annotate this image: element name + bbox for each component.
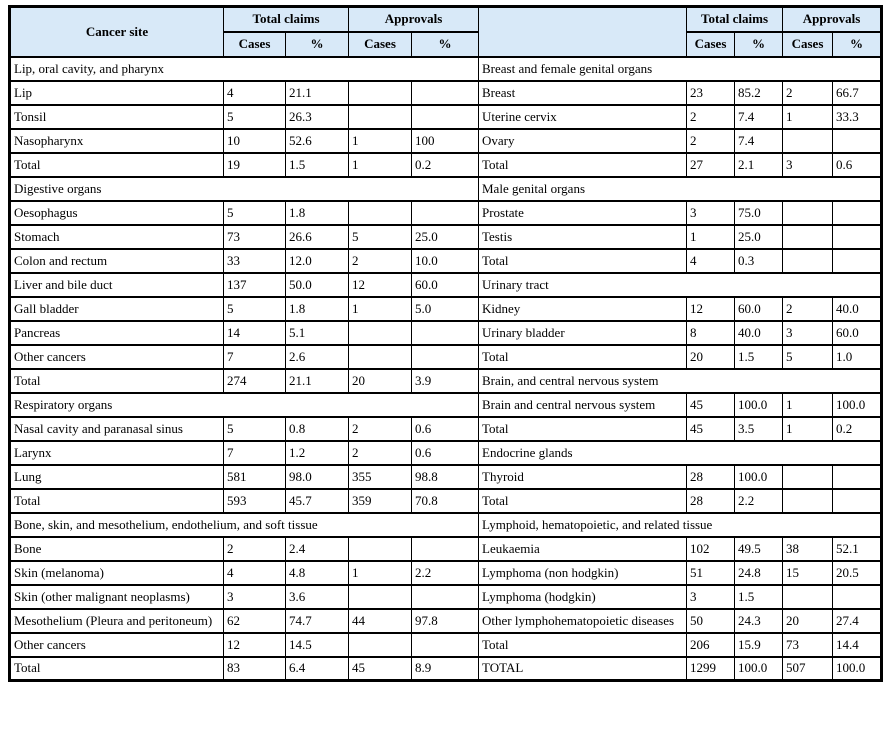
total-claims-pct-cell: 21.1: [286, 81, 349, 105]
approvals-pct-cell: 0.6: [412, 417, 479, 441]
approvals-pct-cell: 97.8: [412, 609, 479, 633]
total-claims-cases-cell: 28: [687, 465, 735, 489]
approvals-cases-cell: 359: [349, 489, 412, 513]
table-row: [10, 417, 882, 441]
row-label-cell: Colon and rectum: [10, 249, 224, 273]
section-header-cell: Lip, oral cavity, and pharynx: [10, 57, 479, 81]
table-row: [10, 609, 882, 633]
total-claims-cases-cell: 62: [224, 609, 286, 633]
total-claims-cases-cell: 14: [224, 321, 286, 345]
table-row: [10, 657, 882, 681]
row-label-cell: Nasal cavity and paranasal sinus: [10, 417, 224, 441]
row-label-cell: Total: [479, 417, 687, 441]
row-label-cell: Total: [479, 153, 687, 177]
approvals-cases-cell: [783, 129, 833, 153]
row-label-cell: Thyroid: [479, 465, 687, 489]
approvals-cases-cell: [349, 105, 412, 129]
total-claims-cases-cell: 581: [224, 465, 286, 489]
total-claims-pct-cell: 2.6: [286, 345, 349, 369]
row-label-cell: Urinary bladder: [479, 321, 687, 345]
total-claims-pct-cell: 98.0: [286, 465, 349, 489]
total-claims-pct-cell: 21.1: [286, 369, 349, 393]
approvals-cases-cell: [783, 585, 833, 609]
total-claims-pct-cell: 2.4: [286, 537, 349, 561]
total-claims-cases-cell: 45: [687, 393, 735, 417]
total-claims-pct-cell: 50.0: [286, 273, 349, 297]
approvals-pct-cell: [412, 633, 479, 657]
table-row: [10, 633, 882, 657]
approvals-cases-cell: [349, 345, 412, 369]
row-label-cell: Total: [479, 633, 687, 657]
table-row: [10, 297, 882, 321]
approvals-cases-cell: 38: [783, 537, 833, 561]
approvals-pct-cell: [833, 249, 882, 273]
total-claims-cases-cell: 4: [687, 249, 735, 273]
header-total-claims-left: Total claims: [224, 7, 349, 32]
approvals-pct-cell: 27.4: [833, 609, 882, 633]
approvals-pct-cell: [833, 129, 882, 153]
total-claims-pct-cell: 75.0: [735, 201, 783, 225]
approvals-cases-cell: [783, 249, 833, 273]
table-row: [10, 321, 882, 345]
total-claims-pct-cell: 100.0: [735, 393, 783, 417]
total-claims-pct-cell: 45.7: [286, 489, 349, 513]
total-claims-cases-cell: 23: [687, 81, 735, 105]
table-row: [10, 225, 882, 249]
table-body: [10, 57, 882, 681]
total-claims-pct-cell: 6.4: [286, 657, 349, 681]
approvals-pct-cell: 8.9: [412, 657, 479, 681]
approvals-cases-cell: 1: [783, 393, 833, 417]
total-claims-cases-cell: 593: [224, 489, 286, 513]
approvals-pct-cell: 66.7: [833, 81, 882, 105]
approvals-cases-cell: 1: [349, 561, 412, 585]
total-claims-cases-cell: 2: [687, 105, 735, 129]
approvals-cases-cell: 20: [783, 609, 833, 633]
row-label-cell: Bone: [10, 537, 224, 561]
table-row: [10, 537, 882, 561]
approvals-pct-cell: [833, 489, 882, 513]
approvals-cases-cell: 73: [783, 633, 833, 657]
row-label-cell: TOTAL: [479, 657, 687, 681]
table-row: [10, 273, 882, 297]
row-label-cell: Brain and central nervous system: [479, 393, 687, 417]
row-label-cell: Other cancers: [10, 633, 224, 657]
approvals-cases-cell: 507: [783, 657, 833, 681]
section-header-cell: Bone, skin, and mesothelium, endothelium, and soft tissue: [10, 513, 479, 537]
approvals-pct-cell: 1.0: [833, 345, 882, 369]
total-claims-cases-cell: 4: [224, 561, 286, 585]
table-row: [10, 177, 882, 201]
total-claims-pct-cell: 14.5: [286, 633, 349, 657]
total-claims-cases-cell: 102: [687, 537, 735, 561]
approvals-pct-cell: [412, 321, 479, 345]
section-header-cell: Male genital organs: [479, 177, 882, 201]
section-header-cell: Urinary tract: [479, 273, 882, 297]
row-label-cell: Breast: [479, 81, 687, 105]
row-label-cell: Mesothelium (Pleura and peritoneum): [10, 609, 224, 633]
approvals-cases-cell: 1: [349, 153, 412, 177]
table-row: [10, 345, 882, 369]
table-header: [10, 7, 882, 57]
approvals-pct-cell: 0.6: [412, 441, 479, 465]
header-cases-right-claims: Cases: [687, 32, 735, 57]
total-claims-cases-cell: 27: [687, 153, 735, 177]
approvals-cases-cell: [349, 585, 412, 609]
total-claims-cases-cell: 73: [224, 225, 286, 249]
header-cases-right-approvals: Cases: [783, 32, 833, 57]
approvals-cases-cell: [783, 489, 833, 513]
row-label-cell: Gall bladder: [10, 297, 224, 321]
table-row: [10, 81, 882, 105]
approvals-pct-cell: 14.4: [833, 633, 882, 657]
total-claims-pct-cell: 25.0: [735, 225, 783, 249]
total-claims-pct-cell: 100.0: [735, 465, 783, 489]
approvals-cases-cell: 2: [783, 297, 833, 321]
total-claims-pct-cell: 24.8: [735, 561, 783, 585]
header-approvals-left: Approvals: [349, 7, 479, 32]
approvals-cases-cell: 1: [783, 417, 833, 441]
approvals-pct-cell: 40.0: [833, 297, 882, 321]
approvals-cases-cell: 1: [783, 105, 833, 129]
approvals-pct-cell: 10.0: [412, 249, 479, 273]
row-label-cell: Skin (melanoma): [10, 561, 224, 585]
row-label-cell: Lymphoma (hodgkin): [479, 585, 687, 609]
row-label-cell: Other lymphohematopoietic diseases: [479, 609, 687, 633]
approvals-pct-cell: 60.0: [833, 321, 882, 345]
total-claims-cases-cell: 4: [224, 81, 286, 105]
header-approvals-right: Approvals: [783, 7, 882, 32]
table-row: [10, 369, 882, 393]
total-claims-cases-cell: 33: [224, 249, 286, 273]
approvals-cases-cell: 5: [349, 225, 412, 249]
total-claims-pct-cell: 1.8: [286, 297, 349, 321]
approvals-cases-cell: 15: [783, 561, 833, 585]
approvals-pct-cell: [412, 81, 479, 105]
total-claims-cases-cell: 5: [224, 201, 286, 225]
total-claims-pct-cell: 1.8: [286, 201, 349, 225]
header-cases-left-approvals: Cases: [349, 32, 412, 57]
approvals-pct-cell: [833, 225, 882, 249]
row-label-cell: Lip: [10, 81, 224, 105]
total-claims-cases-cell: 12: [687, 297, 735, 321]
table-row: [10, 57, 882, 81]
table-row: [10, 249, 882, 273]
total-claims-cases-cell: 50: [687, 609, 735, 633]
row-label-cell: Skin (other malignant neoplasms): [10, 585, 224, 609]
total-claims-cases-cell: 5: [224, 105, 286, 129]
total-claims-cases-cell: 83: [224, 657, 286, 681]
total-claims-cases-cell: 20: [687, 345, 735, 369]
total-claims-pct-cell: 2.2: [735, 489, 783, 513]
approvals-cases-cell: [349, 201, 412, 225]
row-label-cell: Pancreas: [10, 321, 224, 345]
approvals-cases-cell: 12: [349, 273, 412, 297]
row-label-cell: Lymphoma (non hodgkin): [479, 561, 687, 585]
approvals-pct-cell: 20.5: [833, 561, 882, 585]
total-claims-cases-cell: 7: [224, 441, 286, 465]
table-row: [10, 585, 882, 609]
row-label-cell: Liver and bile duct: [10, 273, 224, 297]
approvals-cases-cell: 2: [349, 441, 412, 465]
approvals-pct-cell: 100.0: [833, 657, 882, 681]
approvals-pct-cell: [833, 201, 882, 225]
row-label-cell: Prostate: [479, 201, 687, 225]
total-claims-pct-cell: 7.4: [735, 105, 783, 129]
approvals-pct-cell: 70.8: [412, 489, 479, 513]
approvals-cases-cell: 3: [783, 321, 833, 345]
total-claims-cases-cell: 274: [224, 369, 286, 393]
approvals-cases-cell: 2: [349, 249, 412, 273]
total-claims-pct-cell: 100.0: [735, 657, 783, 681]
table-row: [10, 153, 882, 177]
total-claims-cases-cell: 12: [224, 633, 286, 657]
approvals-pct-cell: 52.1: [833, 537, 882, 561]
total-claims-pct-cell: 15.9: [735, 633, 783, 657]
row-label-cell: Stomach: [10, 225, 224, 249]
total-claims-pct-cell: 4.8: [286, 561, 349, 585]
row-label-cell: Total: [479, 345, 687, 369]
approvals-cases-cell: 5: [783, 345, 833, 369]
table-row: [10, 513, 882, 537]
table-row: [10, 201, 882, 225]
total-claims-pct-cell: 3.5: [735, 417, 783, 441]
approvals-cases-cell: 2: [783, 81, 833, 105]
approvals-cases-cell: [783, 201, 833, 225]
row-label-cell: Lung: [10, 465, 224, 489]
total-claims-pct-cell: 74.7: [286, 609, 349, 633]
total-claims-cases-cell: 3: [224, 585, 286, 609]
approvals-pct-cell: [833, 585, 882, 609]
total-claims-cases-cell: 51: [687, 561, 735, 585]
approvals-cases-cell: [349, 81, 412, 105]
total-claims-cases-cell: 206: [687, 633, 735, 657]
header-pct-left-claims: %: [286, 32, 349, 57]
total-claims-cases-cell: 3: [687, 585, 735, 609]
approvals-cases-cell: 45: [349, 657, 412, 681]
total-claims-cases-cell: 1299: [687, 657, 735, 681]
table-row: [10, 465, 882, 489]
total-claims-cases-cell: 5: [224, 417, 286, 441]
approvals-pct-cell: 3.9: [412, 369, 479, 393]
approvals-pct-cell: 0.2: [833, 417, 882, 441]
row-label-cell: Leukaemia: [479, 537, 687, 561]
total-claims-pct-cell: 7.4: [735, 129, 783, 153]
total-claims-cases-cell: 10: [224, 129, 286, 153]
header-row-groups: [10, 7, 882, 32]
section-header-cell: Digestive organs: [10, 177, 479, 201]
header-cases-left-claims: Cases: [224, 32, 286, 57]
approvals-cases-cell: [783, 225, 833, 249]
row-label-cell: Nasopharynx: [10, 129, 224, 153]
approvals-pct-cell: 5.0: [412, 297, 479, 321]
table-row: [10, 105, 882, 129]
total-claims-pct-cell: 3.6: [286, 585, 349, 609]
approvals-pct-cell: 98.8: [412, 465, 479, 489]
row-label-cell: Total: [10, 489, 224, 513]
total-claims-pct-cell: 1.5: [735, 345, 783, 369]
approvals-cases-cell: 44: [349, 609, 412, 633]
total-claims-pct-cell: 49.5: [735, 537, 783, 561]
row-label-cell: Total: [479, 249, 687, 273]
total-claims-cases-cell: 28: [687, 489, 735, 513]
section-header-cell: Respiratory organs: [10, 393, 479, 417]
section-header-cell: Lymphoid, hematopoietic, and related tissue: [479, 513, 882, 537]
total-claims-cases-cell: 3: [687, 201, 735, 225]
row-label-cell: Total: [10, 369, 224, 393]
table-row: [10, 561, 882, 585]
approvals-pct-cell: 33.3: [833, 105, 882, 129]
total-claims-pct-cell: 0.3: [735, 249, 783, 273]
total-claims-cases-cell: 2: [687, 129, 735, 153]
row-label-cell: Kidney: [479, 297, 687, 321]
total-claims-cases-cell: 7: [224, 345, 286, 369]
approvals-cases-cell: 2: [349, 417, 412, 441]
approvals-pct-cell: [412, 105, 479, 129]
approvals-pct-cell: [412, 537, 479, 561]
total-claims-cases-cell: 8: [687, 321, 735, 345]
approvals-cases-cell: [349, 321, 412, 345]
row-label-cell: Uterine cervix: [479, 105, 687, 129]
header-pct-right-claims: %: [735, 32, 783, 57]
total-claims-pct-cell: 24.3: [735, 609, 783, 633]
section-header-cell: Breast and female genital organs: [479, 57, 882, 81]
header-cancer-site-right-blank: [479, 7, 687, 57]
total-claims-pct-cell: 26.6: [286, 225, 349, 249]
total-claims-cases-cell: 45: [687, 417, 735, 441]
header-pct-right-approvals: %: [833, 32, 882, 57]
total-claims-pct-cell: 40.0: [735, 321, 783, 345]
row-label-cell: Ovary: [479, 129, 687, 153]
total-claims-pct-cell: 12.0: [286, 249, 349, 273]
total-claims-pct-cell: 1.5: [735, 585, 783, 609]
approvals-pct-cell: 0.6: [833, 153, 882, 177]
row-label-cell: Larynx: [10, 441, 224, 465]
total-claims-pct-cell: 1.2: [286, 441, 349, 465]
approvals-cases-cell: [349, 633, 412, 657]
table-row: [10, 393, 882, 417]
approvals-pct-cell: 100.0: [833, 393, 882, 417]
approvals-pct-cell: 2.2: [412, 561, 479, 585]
approvals-cases-cell: [783, 465, 833, 489]
row-label-cell: Testis: [479, 225, 687, 249]
header-pct-left-approvals: %: [412, 32, 479, 57]
row-label-cell: Oesophagus: [10, 201, 224, 225]
header-cancer-site: Cancer site: [10, 7, 224, 57]
total-claims-pct-cell: 26.3: [286, 105, 349, 129]
table-row: [10, 489, 882, 513]
total-claims-pct-cell: 0.8: [286, 417, 349, 441]
approvals-cases-cell: 355: [349, 465, 412, 489]
approvals-cases-cell: 3: [783, 153, 833, 177]
approvals-pct-cell: [412, 345, 479, 369]
approvals-cases-cell: 1: [349, 129, 412, 153]
approvals-pct-cell: 0.2: [412, 153, 479, 177]
approvals-cases-cell: 20: [349, 369, 412, 393]
total-claims-cases-cell: 2: [224, 537, 286, 561]
section-header-cell: Endocrine glands: [479, 441, 882, 465]
approvals-cases-cell: [349, 537, 412, 561]
cancer-claims-table: [8, 5, 883, 682]
row-label-cell: Total: [10, 153, 224, 177]
row-label-cell: Tonsil: [10, 105, 224, 129]
total-claims-pct-cell: 2.1: [735, 153, 783, 177]
approvals-pct-cell: [833, 465, 882, 489]
approvals-cases-cell: 1: [349, 297, 412, 321]
table-row: [10, 129, 882, 153]
total-claims-pct-cell: 1.5: [286, 153, 349, 177]
approvals-pct-cell: [412, 201, 479, 225]
total-claims-cases-cell: 19: [224, 153, 286, 177]
total-claims-pct-cell: 52.6: [286, 129, 349, 153]
total-claims-pct-cell: 5.1: [286, 321, 349, 345]
total-claims-cases-cell: 5: [224, 297, 286, 321]
total-claims-cases-cell: 137: [224, 273, 286, 297]
total-claims-pct-cell: 85.2: [735, 81, 783, 105]
total-claims-cases-cell: 1: [687, 225, 735, 249]
approvals-pct-cell: 25.0: [412, 225, 479, 249]
header-total-claims-right: Total claims: [687, 7, 783, 32]
total-claims-pct-cell: 60.0: [735, 297, 783, 321]
row-label-cell: Total: [10, 657, 224, 681]
row-label-cell: Total: [479, 489, 687, 513]
approvals-pct-cell: [412, 585, 479, 609]
table-row: [10, 441, 882, 465]
approvals-pct-cell: 60.0: [412, 273, 479, 297]
row-label-cell: Other cancers: [10, 345, 224, 369]
section-header-cell: Brain, and central nervous system: [479, 369, 882, 393]
approvals-pct-cell: 100: [412, 129, 479, 153]
